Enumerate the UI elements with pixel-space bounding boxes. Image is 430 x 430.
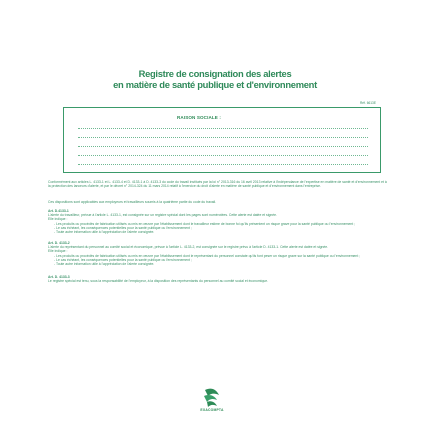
article-2-title: Art. D. 4133-2 [48, 241, 70, 245]
article-1-item: - Les produits ou procédés de fabrication utilisés ou mis en œuvre par l'établissement dont le travailleur estime de bonne foi qu'ils présentent un risque grave pour la santé publique ou l'environnement ; [54, 221, 356, 226]
reference-number: Réf. 6613E [360, 101, 376, 105]
writing-line [78, 128, 368, 129]
article-2 [48, 241, 388, 266]
writing-line [78, 146, 368, 147]
exacompta-logo-icon [201, 386, 223, 410]
company-name-label: RAISON SOCIALE : [177, 115, 221, 120]
writing-line [78, 164, 368, 165]
article-2-sub: Elle indique : [48, 249, 68, 254]
article-3 [48, 275, 388, 283]
article-2-item: - Le cas échéant, les conséquences potentielles pour la santé publique ou l'environnement ; [54, 257, 192, 262]
article-1-sub: Elle indique : [48, 217, 68, 222]
article-1 [48, 209, 388, 234]
article-2-item: - Toute autre information utile à l'appréciation de l'alerte consignée. [54, 262, 155, 267]
article-1-item: - Le cas échéant, les conséquences potentielles pour la santé publique ou l'environnement ; [54, 225, 192, 230]
article-3-text: Le registre spécial est tenu, sous la responsabilité de l'employeur, à la disposition des représentants du personnel au comité social et économique. [48, 279, 269, 284]
article-1-item: - Toute autre information utile à l'appréciation de l'alerte consignée. [54, 230, 155, 235]
writing-line [78, 155, 368, 156]
document-title-line1: Registre de consignation des alertes [138, 68, 292, 79]
article-1-text: L'alerte du travailleur, prévue à l'article L. 4133-1, est consignée sur un registre spécial dont les pages sont numérotées. Cette alerte est datée et signée. [48, 213, 277, 218]
scope-paragraph: Ces dispositions sont applicables aux employeurs et travailleurs soumis à la quatrième partie du code du travail. [48, 200, 217, 204]
document-title-line2: en matière de santé publique et d'environnement [113, 79, 317, 90]
article-3-title: Art. D. 4133-3 [48, 275, 70, 279]
article-2-text: L'alerte du représentant du personnel au comité social et économique, prévue à l'article L. 4133-2, est consignée sur le registre prévu à l'article D. 4133-1. Cette alerte est datée et signée. [48, 245, 329, 250]
article-2-item: - Les produits ou procédés de fabrication utilisés ou mis en œuvre par l'établissement dont le représentant du personnel constate qu'ils font peser un risque grave sur la santé publique ou l'environnement ; [54, 253, 361, 258]
brand-name: EXACOMPTA [200, 408, 224, 412]
article-1-title: Art. D.4133-1 [48, 209, 69, 213]
intro-paragraph: Conformément aux articles L. 4133-1 et L. 4133-4 et D. 4133-1 à D. 4133-3 du code du travail institués par la loi n° 2013-316 du 16 avril 2013 relative à l'indépendance de l'expertise en matière de santé et d'environnement et à la protection des lanceurs d'alerte, et par le décret n° 2014-324 du 11 mars 2014 relatif à l'exercice du droit d'alerte en matière de santé publique et d'environnement dans l'entreprise. [48, 180, 387, 189]
writing-line [78, 137, 368, 138]
